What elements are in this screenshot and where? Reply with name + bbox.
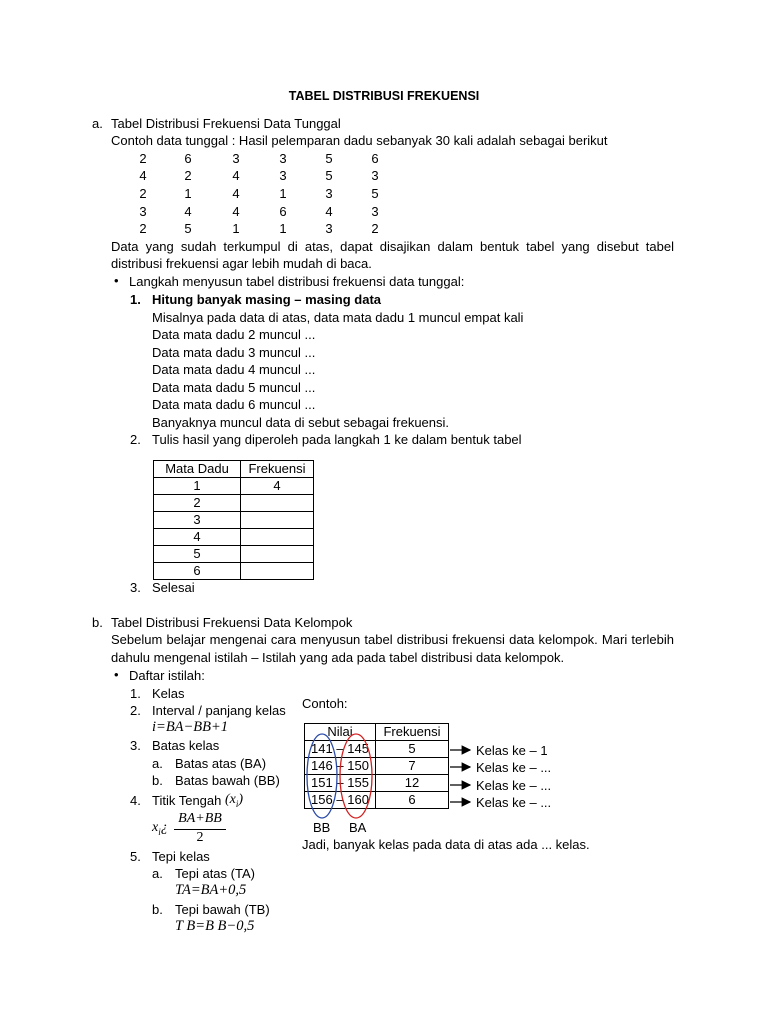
dice-value: 2 xyxy=(139,186,147,201)
table-cell: 12 xyxy=(376,775,449,792)
term-number: 1. xyxy=(130,686,141,701)
dice-value: 6 xyxy=(279,204,287,219)
step1-line: Data mata dadu 3 muncul ... xyxy=(152,345,316,360)
section-a-marker: a. xyxy=(92,116,103,131)
bb-ellipse xyxy=(307,734,337,818)
step1-line: Data mata dadu 2 muncul ... xyxy=(152,327,316,342)
section-b-intro-line2: dahulu mengenal istilah – Istilah yang ada pada tabel distribusi data kelompok. xyxy=(111,650,565,665)
table-cell: 6 xyxy=(376,792,449,809)
section-a-paragraph-line1: Data yang sudah terkumpul di atas, dapat disajikan dalam bentuk tabel yang disebut tabel xyxy=(111,239,674,254)
term-batas-atas: Batas atas (BA) xyxy=(175,756,267,771)
dice-value: 2 xyxy=(139,221,147,236)
table-cell-range: 156 – 160 xyxy=(305,792,376,809)
table-cell-range: 151 – 155 xyxy=(305,775,376,792)
dice-value: 3 xyxy=(371,204,379,219)
table-cell: 5 xyxy=(154,546,241,563)
term-batas-kelas: Batas kelas xyxy=(152,738,220,753)
titik-tengah-symbol: $(x_i)$ xyxy=(225,792,244,809)
step3-text: Selesai xyxy=(152,580,195,595)
dice-value: 3 xyxy=(279,151,287,166)
table-cell-range: 146 – 150 xyxy=(305,758,376,775)
term-tepi-atas: Tepi atas (TA) xyxy=(175,866,255,881)
table-cell: 5 xyxy=(376,741,449,758)
dice-value: 5 xyxy=(184,221,192,236)
tepi-atas-formula: TA=BA+0,5 xyxy=(175,882,247,898)
dice-value: 2 xyxy=(139,151,147,166)
term-letter: a. xyxy=(152,756,163,771)
dice-value: 6 xyxy=(184,151,192,166)
table-header: Frekuensi xyxy=(376,724,449,741)
table-cell: 6 xyxy=(154,563,241,580)
step1-line: Data mata dadu 5 muncul ... xyxy=(152,380,316,395)
table-header: Mata Dadu xyxy=(154,461,241,478)
class-label: Kelas ke – ... xyxy=(476,795,552,810)
table-cell: 4 xyxy=(154,529,241,546)
tepi-bawah-formula: T B=B B−0,5 xyxy=(175,918,255,934)
term-batas-bawah: Batas bawah (BB) xyxy=(175,773,280,788)
dice-value: 4 xyxy=(184,204,192,219)
term-number: 2. xyxy=(130,703,141,718)
term-letter: b. xyxy=(152,902,163,917)
term-interval: Interval / panjang kelas xyxy=(152,703,286,718)
titik-tengah-formula-lhs: $x_i¿$ xyxy=(152,820,168,837)
table-cell: 4 xyxy=(241,478,314,495)
interval-formula: i=BA−BB+1 xyxy=(152,719,229,735)
dice-value: 4 xyxy=(232,168,240,183)
step2-number: 2. xyxy=(130,432,141,447)
term-titik-tengah: Titik Tengah xyxy=(152,793,222,808)
term-letter: a. xyxy=(152,866,163,881)
dice-value: 5 xyxy=(325,168,333,183)
dice-value: 1 xyxy=(232,221,240,236)
ba-label: BA xyxy=(349,820,367,835)
dice-value: 4 xyxy=(139,168,147,183)
dice-value: 3 xyxy=(325,221,333,236)
dice-value: 3 xyxy=(325,186,333,201)
step1-line: Banyaknya muncul data di sebut sebagai frekuensi. xyxy=(152,415,450,430)
table-cell: 1 xyxy=(154,478,241,495)
dice-value: 6 xyxy=(371,151,379,166)
section-b-bullet-text: Daftar istilah: xyxy=(129,668,205,683)
step1-title: Hitung banyak masing – masing data xyxy=(152,292,381,307)
dice-value: 3 xyxy=(371,168,379,183)
titik-tengah-numerator: BA+BB xyxy=(178,811,222,826)
dice-value: 2 xyxy=(371,221,379,236)
dice-value: 1 xyxy=(279,221,287,236)
dice-value: 1 xyxy=(184,186,192,201)
table-header: Nilai xyxy=(305,724,376,741)
dice-value: 2 xyxy=(184,168,192,183)
section-b-heading: Tabel Distribusi Frekuensi Data Kelompok xyxy=(111,615,353,630)
table-cell-range: 141 – 145 xyxy=(305,741,376,758)
term-letter: b. xyxy=(152,773,163,788)
bb-label: BB xyxy=(313,820,331,835)
titik-tengah-denominator: 2 xyxy=(196,830,204,845)
step1-line: Data mata dadu 6 muncul ... xyxy=(152,397,316,412)
class-label: Kelas ke – ... xyxy=(476,760,552,775)
section-a-bullet-text: Langkah menyusun tabel distribusi frekuensi data tunggal: xyxy=(129,274,465,289)
ba-ellipse xyxy=(340,734,372,818)
dice-value: 3 xyxy=(139,204,147,219)
dice-value: 4 xyxy=(232,186,240,201)
example-label: Contoh: xyxy=(302,696,348,711)
table-cell: 7 xyxy=(376,758,449,775)
term-tepi-bawah: Tepi bawah (TB) xyxy=(175,902,270,917)
class-label: Kelas ke – 1 xyxy=(476,743,548,758)
step3-number: 3. xyxy=(130,580,141,595)
dice-value: 3 xyxy=(279,168,287,183)
step1-number: 1. xyxy=(130,292,141,307)
term-number: 4. xyxy=(130,793,141,808)
section-a-paragraph-line2: distribusi frekuensi agar lebih mudah di baca. xyxy=(111,256,372,271)
section-a-heading: Tabel Distribusi Frekuensi Data Tunggal xyxy=(111,116,341,131)
dice-value: 3 xyxy=(232,151,240,166)
dice-value: 5 xyxy=(325,151,333,166)
bullet-icon: • xyxy=(114,667,119,682)
section-b-marker: b. xyxy=(92,615,103,630)
bullet-icon: • xyxy=(114,273,119,288)
table-header: Frekuensi xyxy=(241,461,314,478)
section-a-example-intro: Contoh data tunggal : Hasil pelemparan dadu sebanyak 30 kali adalah sebagai berikut xyxy=(111,133,608,148)
class-label: Kelas ke – ... xyxy=(476,778,552,793)
step2-text: Tulis hasil yang diperoleh pada langkah 1 ke dalam bentuk tabel xyxy=(152,432,522,447)
dice-value: 5 xyxy=(371,186,379,201)
term-number: 5. xyxy=(130,849,141,864)
dice-value: 4 xyxy=(325,204,333,219)
term-kelas: Kelas xyxy=(152,686,185,701)
page-title: TABEL DISTRIBUSI FREKUENSI xyxy=(288,89,480,103)
term-tepi-kelas: Tepi kelas xyxy=(152,849,210,864)
step1-line: Misalnya pada data di atas, data mata dadu 1 muncul empat kali xyxy=(152,310,524,325)
term-number: 3. xyxy=(130,738,141,753)
conclusion-text: Jadi, banyak kelas pada data di atas ada ... kelas. xyxy=(302,837,590,852)
table-cell: 2 xyxy=(154,495,241,512)
dice-value: 4 xyxy=(232,204,240,219)
dice-value: 1 xyxy=(279,186,287,201)
section-b-intro-line1: Sebelum belajar mengenai cara menyusun tabel distribusi frekuensi data kelompok. Mari terlebih xyxy=(111,632,674,647)
step1-line: Data mata dadu 4 muncul ... xyxy=(152,362,316,377)
table-cell: 3 xyxy=(154,512,241,529)
